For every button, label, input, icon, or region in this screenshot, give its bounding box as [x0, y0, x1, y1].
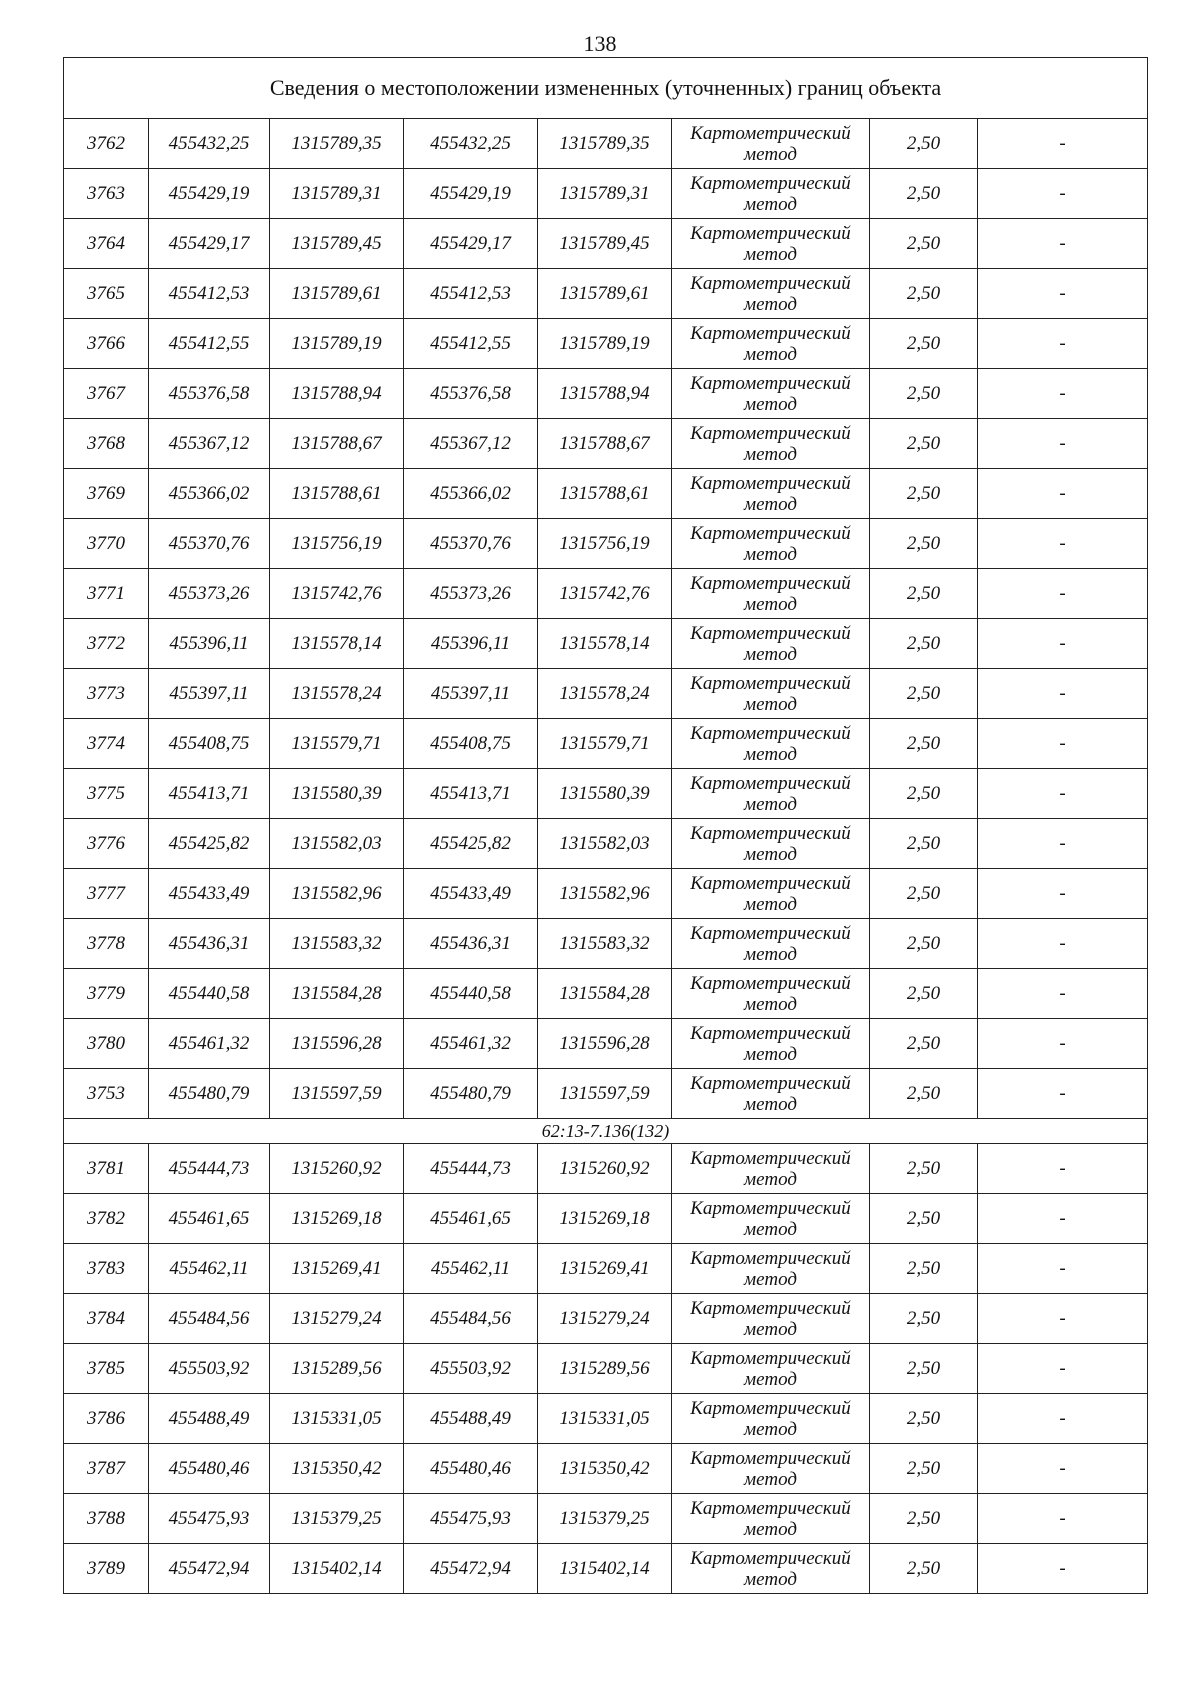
- y-existing-cell: 1315788,94: [270, 369, 404, 419]
- description-cell: -: [978, 1294, 1148, 1344]
- table-row: [64, 519, 1148, 569]
- x-existing-cell: 455367,12: [149, 419, 270, 469]
- y-refined-cell: 1315789,61: [538, 269, 672, 319]
- x-existing-cell: 455425,82: [149, 819, 270, 869]
- method-cell: Картометрический метод: [672, 619, 870, 669]
- y-existing-cell: 1315789,31: [270, 169, 404, 219]
- accuracy-cell: 2,50: [870, 919, 978, 969]
- y-existing-cell: 1315597,59: [270, 1069, 404, 1119]
- x-refined-cell: 455366,02: [404, 469, 538, 519]
- description-cell: -: [978, 319, 1148, 369]
- point-number-cell: 3785: [64, 1344, 149, 1394]
- table-row: [64, 769, 1148, 819]
- y-refined-cell: 1315582,96: [538, 869, 672, 919]
- y-refined-cell: 1315788,94: [538, 369, 672, 419]
- accuracy-cell: 2,50: [870, 269, 978, 319]
- x-existing-cell: 455408,75: [149, 719, 270, 769]
- x-refined-cell: 455444,73: [404, 1144, 538, 1194]
- table-row: [64, 919, 1148, 969]
- y-refined-cell: 1315788,61: [538, 469, 672, 519]
- y-existing-cell: 1315742,76: [270, 569, 404, 619]
- table-row: [64, 819, 1148, 869]
- point-number-cell: 3789: [64, 1544, 149, 1594]
- x-refined-cell: 455376,58: [404, 369, 538, 419]
- method-cell: Картометрический метод: [672, 119, 870, 169]
- point-number-cell: 3771: [64, 569, 149, 619]
- x-refined-cell: 455475,93: [404, 1494, 538, 1544]
- point-number-cell: 3781: [64, 1144, 149, 1194]
- y-refined-cell: 1315379,25: [538, 1494, 672, 1544]
- x-refined-cell: 455440,58: [404, 969, 538, 1019]
- accuracy-cell: 2,50: [870, 419, 978, 469]
- group-row: [64, 1119, 1148, 1144]
- description-cell: -: [978, 1544, 1148, 1594]
- table-row: [64, 1494, 1148, 1544]
- y-refined-cell: 1315742,76: [538, 569, 672, 619]
- accuracy-cell: 2,50: [870, 619, 978, 669]
- description-cell: -: [978, 869, 1148, 919]
- x-refined-cell: 455397,11: [404, 669, 538, 719]
- y-existing-cell: 1315379,25: [270, 1494, 404, 1544]
- point-number-cell: 3766: [64, 319, 149, 369]
- table-row: [64, 569, 1148, 619]
- y-refined-cell: 1315579,71: [538, 719, 672, 769]
- x-existing-cell: 455397,11: [149, 669, 270, 719]
- accuracy-cell: 2,50: [870, 219, 978, 269]
- x-refined-cell: 455367,12: [404, 419, 538, 469]
- description-cell: -: [978, 719, 1148, 769]
- point-number-cell: 3772: [64, 619, 149, 669]
- method-cell: Картометрический метод: [672, 319, 870, 369]
- method-cell: Картометрический метод: [672, 1294, 870, 1344]
- point-number-cell: 3775: [64, 769, 149, 819]
- method-cell: Картометрический метод: [672, 169, 870, 219]
- table-row: [64, 1294, 1148, 1344]
- point-number-cell: 3778: [64, 919, 149, 969]
- description-cell: -: [978, 1344, 1148, 1394]
- x-existing-cell: 455376,58: [149, 369, 270, 419]
- accuracy-cell: 2,50: [870, 119, 978, 169]
- point-number-cell: 3780: [64, 1019, 149, 1069]
- y-refined-cell: 1315789,19: [538, 319, 672, 369]
- method-cell: Картометрический метод: [672, 869, 870, 919]
- accuracy-cell: 2,50: [870, 469, 978, 519]
- table-row: [64, 319, 1148, 369]
- accuracy-cell: 2,50: [870, 1394, 978, 1444]
- table-row: [64, 669, 1148, 719]
- accuracy-cell: 2,50: [870, 669, 978, 719]
- x-existing-cell: 455436,31: [149, 919, 270, 969]
- x-existing-cell: 455484,56: [149, 1294, 270, 1344]
- x-refined-cell: 455408,75: [404, 719, 538, 769]
- accuracy-cell: 2,50: [870, 869, 978, 919]
- table-row: [64, 119, 1148, 169]
- method-cell: Картометрический метод: [672, 1144, 870, 1194]
- x-existing-cell: 455440,58: [149, 969, 270, 1019]
- method-cell: Картометрический метод: [672, 669, 870, 719]
- point-number-cell: 3776: [64, 819, 149, 869]
- description-cell: -: [978, 819, 1148, 869]
- x-existing-cell: 455432,25: [149, 119, 270, 169]
- x-refined-cell: 455480,79: [404, 1069, 538, 1119]
- accuracy-cell: 2,50: [870, 1069, 978, 1119]
- accuracy-cell: 2,50: [870, 319, 978, 369]
- x-refined-cell: 455461,65: [404, 1194, 538, 1244]
- description-cell: -: [978, 269, 1148, 319]
- y-refined-cell: 1315789,31: [538, 169, 672, 219]
- point-number-cell: 3786: [64, 1394, 149, 1444]
- y-refined-cell: 1315596,28: [538, 1019, 672, 1069]
- method-cell: Картометрический метод: [672, 219, 870, 269]
- y-existing-cell: 1315788,67: [270, 419, 404, 469]
- y-refined-cell: 1315578,14: [538, 619, 672, 669]
- y-existing-cell: 1315596,28: [270, 1019, 404, 1069]
- description-cell: -: [978, 469, 1148, 519]
- table-row: [64, 419, 1148, 469]
- point-number-cell: 3767: [64, 369, 149, 419]
- y-existing-cell: 1315578,14: [270, 619, 404, 669]
- method-cell: Картометрический метод: [672, 919, 870, 969]
- x-existing-cell: 455461,32: [149, 1019, 270, 1069]
- x-refined-cell: 455488,49: [404, 1394, 538, 1444]
- accuracy-cell: 2,50: [870, 519, 978, 569]
- description-cell: -: [978, 619, 1148, 669]
- y-existing-cell: 1315350,42: [270, 1444, 404, 1494]
- y-refined-cell: 1315789,35: [538, 119, 672, 169]
- point-number-cell: 3768: [64, 419, 149, 469]
- point-number-cell: 3753: [64, 1069, 149, 1119]
- x-refined-cell: 455373,26: [404, 569, 538, 619]
- x-existing-cell: 455370,76: [149, 519, 270, 569]
- table-row: [64, 619, 1148, 669]
- point-number-cell: 3784: [64, 1294, 149, 1344]
- x-refined-cell: 455413,71: [404, 769, 538, 819]
- y-refined-cell: 1315279,24: [538, 1294, 672, 1344]
- method-cell: Картометрический метод: [672, 569, 870, 619]
- accuracy-cell: 2,50: [870, 1019, 978, 1069]
- y-existing-cell: 1315789,19: [270, 319, 404, 369]
- table-row: [64, 1544, 1148, 1594]
- x-existing-cell: 455444,73: [149, 1144, 270, 1194]
- description-cell: -: [978, 219, 1148, 269]
- x-existing-cell: 455475,93: [149, 1494, 270, 1544]
- y-existing-cell: 1315584,28: [270, 969, 404, 1019]
- x-existing-cell: 455503,92: [149, 1344, 270, 1394]
- x-refined-cell: 455412,55: [404, 319, 538, 369]
- y-existing-cell: 1315578,24: [270, 669, 404, 719]
- y-refined-cell: 1315788,67: [538, 419, 672, 469]
- description-cell: -: [978, 1019, 1148, 1069]
- y-existing-cell: 1315582,96: [270, 869, 404, 919]
- point-number-cell: 3762: [64, 119, 149, 169]
- description-cell: -: [978, 1444, 1148, 1494]
- description-cell: -: [978, 1244, 1148, 1294]
- x-refined-cell: 455396,11: [404, 619, 538, 669]
- table-row: [64, 1344, 1148, 1394]
- x-refined-cell: 455429,19: [404, 169, 538, 219]
- description-cell: -: [978, 519, 1148, 569]
- accuracy-cell: 2,50: [870, 1144, 978, 1194]
- accuracy-cell: 2,50: [870, 1294, 978, 1344]
- description-cell: -: [978, 919, 1148, 969]
- y-refined-cell: 1315580,39: [538, 769, 672, 819]
- method-cell: Картометрический метод: [672, 969, 870, 1019]
- method-cell: Картометрический метод: [672, 1244, 870, 1294]
- point-number-cell: 3765: [64, 269, 149, 319]
- point-number-cell: 3764: [64, 219, 149, 269]
- y-refined-cell: 1315269,41: [538, 1244, 672, 1294]
- table-row: [64, 969, 1148, 1019]
- description-cell: -: [978, 119, 1148, 169]
- method-cell: Картометрический метод: [672, 819, 870, 869]
- x-existing-cell: 455373,26: [149, 569, 270, 619]
- point-number-cell: 3769: [64, 469, 149, 519]
- method-cell: Картометрический метод: [672, 1494, 870, 1544]
- accuracy-cell: 2,50: [870, 1494, 978, 1544]
- method-cell: Картометрический метод: [672, 1544, 870, 1594]
- table-row: [64, 869, 1148, 919]
- x-existing-cell: 455433,49: [149, 869, 270, 919]
- y-refined-cell: 1315289,56: [538, 1344, 672, 1394]
- x-refined-cell: 455436,31: [404, 919, 538, 969]
- y-existing-cell: 1315789,45: [270, 219, 404, 269]
- y-refined-cell: 1315584,28: [538, 969, 672, 1019]
- method-cell: Картометрический метод: [672, 269, 870, 319]
- point-number-cell: 3783: [64, 1244, 149, 1294]
- method-cell: Картометрический метод: [672, 769, 870, 819]
- accuracy-cell: 2,50: [870, 169, 978, 219]
- y-existing-cell: 1315269,18: [270, 1194, 404, 1244]
- method-cell: Картометрический метод: [672, 1069, 870, 1119]
- y-existing-cell: 1315331,05: [270, 1394, 404, 1444]
- accuracy-cell: 2,50: [870, 1244, 978, 1294]
- accuracy-cell: 2,50: [870, 1344, 978, 1394]
- method-cell: Картометрический метод: [672, 369, 870, 419]
- x-refined-cell: 455412,53: [404, 269, 538, 319]
- x-existing-cell: 455472,94: [149, 1544, 270, 1594]
- table-row: [64, 1194, 1148, 1244]
- description-cell: -: [978, 1394, 1148, 1444]
- y-existing-cell: 1315279,24: [270, 1294, 404, 1344]
- point-number-cell: 3774: [64, 719, 149, 769]
- y-existing-cell: 1315756,19: [270, 519, 404, 569]
- y-existing-cell: 1315289,56: [270, 1344, 404, 1394]
- x-existing-cell: 455488,49: [149, 1394, 270, 1444]
- accuracy-cell: 2,50: [870, 569, 978, 619]
- y-refined-cell: 1315578,24: [538, 669, 672, 719]
- table-row: [64, 269, 1148, 319]
- table-caption: Сведения о местоположении измененных (уточненных) границ объекта: [64, 58, 1148, 119]
- boundary-coordinates-table: [63, 57, 1148, 1594]
- table-row: [64, 169, 1148, 219]
- accuracy-cell: 2,50: [870, 819, 978, 869]
- accuracy-cell: 2,50: [870, 1544, 978, 1594]
- y-refined-cell: 1315582,03: [538, 819, 672, 869]
- accuracy-cell: 2,50: [870, 1444, 978, 1494]
- x-refined-cell: 455432,25: [404, 119, 538, 169]
- description-cell: -: [978, 1194, 1148, 1244]
- group-label: 62:13-7.136(132): [64, 1119, 1148, 1144]
- method-cell: Картометрический метод: [672, 1444, 870, 1494]
- description-cell: -: [978, 569, 1148, 619]
- x-existing-cell: 455480,79: [149, 1069, 270, 1119]
- table-row: [64, 1394, 1148, 1444]
- method-cell: Картометрический метод: [672, 419, 870, 469]
- description-cell: -: [978, 169, 1148, 219]
- table-row: [64, 1244, 1148, 1294]
- y-existing-cell: 1315579,71: [270, 719, 404, 769]
- table-row: [64, 1069, 1148, 1119]
- point-number-cell: 3787: [64, 1444, 149, 1494]
- caption-row: [64, 58, 1148, 119]
- description-cell: -: [978, 419, 1148, 469]
- description-cell: -: [978, 1144, 1148, 1194]
- y-refined-cell: 1315597,59: [538, 1069, 672, 1119]
- y-refined-cell: 1315756,19: [538, 519, 672, 569]
- table-row: [64, 1019, 1148, 1069]
- description-cell: -: [978, 369, 1148, 419]
- y-existing-cell: 1315269,41: [270, 1244, 404, 1294]
- x-refined-cell: 455472,94: [404, 1544, 538, 1594]
- x-refined-cell: 455370,76: [404, 519, 538, 569]
- y-existing-cell: 1315788,61: [270, 469, 404, 519]
- y-existing-cell: 1315402,14: [270, 1544, 404, 1594]
- x-existing-cell: 455412,53: [149, 269, 270, 319]
- y-refined-cell: 1315269,18: [538, 1194, 672, 1244]
- method-cell: Картометрический метод: [672, 469, 870, 519]
- method-cell: Картометрический метод: [672, 1394, 870, 1444]
- accuracy-cell: 2,50: [870, 1194, 978, 1244]
- point-number-cell: 3779: [64, 969, 149, 1019]
- method-cell: Картометрический метод: [672, 519, 870, 569]
- y-refined-cell: 1315402,14: [538, 1544, 672, 1594]
- accuracy-cell: 2,50: [870, 719, 978, 769]
- x-existing-cell: 455461,65: [149, 1194, 270, 1244]
- x-existing-cell: 455366,02: [149, 469, 270, 519]
- x-existing-cell: 455480,46: [149, 1444, 270, 1494]
- point-number-cell: 3770: [64, 519, 149, 569]
- x-refined-cell: 455429,17: [404, 219, 538, 269]
- x-refined-cell: 455480,46: [404, 1444, 538, 1494]
- page-number: 138: [583, 31, 617, 56]
- x-refined-cell: 455503,92: [404, 1344, 538, 1394]
- y-existing-cell: 1315260,92: [270, 1144, 404, 1194]
- accuracy-cell: 2,50: [870, 769, 978, 819]
- x-existing-cell: 455413,71: [149, 769, 270, 819]
- y-refined-cell: 1315260,92: [538, 1144, 672, 1194]
- x-refined-cell: 455425,82: [404, 819, 538, 869]
- table-row: [64, 719, 1148, 769]
- x-refined-cell: 455433,49: [404, 869, 538, 919]
- method-cell: Картометрический метод: [672, 1344, 870, 1394]
- x-existing-cell: 455429,19: [149, 169, 270, 219]
- accuracy-cell: 2,50: [870, 369, 978, 419]
- description-cell: -: [978, 769, 1148, 819]
- description-cell: -: [978, 1069, 1148, 1119]
- x-refined-cell: 455484,56: [404, 1294, 538, 1344]
- x-existing-cell: 455412,55: [149, 319, 270, 369]
- y-refined-cell: 1315350,42: [538, 1444, 672, 1494]
- point-number-cell: 3782: [64, 1194, 149, 1244]
- method-cell: Картометрический метод: [672, 719, 870, 769]
- y-existing-cell: 1315583,32: [270, 919, 404, 969]
- y-existing-cell: 1315789,35: [270, 119, 404, 169]
- description-cell: -: [978, 1494, 1148, 1544]
- point-number-cell: 3773: [64, 669, 149, 719]
- y-refined-cell: 1315331,05: [538, 1394, 672, 1444]
- method-cell: Картометрический метод: [672, 1194, 870, 1244]
- y-refined-cell: 1315583,32: [538, 919, 672, 969]
- y-refined-cell: 1315789,45: [538, 219, 672, 269]
- table-row: [64, 369, 1148, 419]
- description-cell: -: [978, 669, 1148, 719]
- accuracy-cell: 2,50: [870, 969, 978, 1019]
- y-existing-cell: 1315582,03: [270, 819, 404, 869]
- table-body: [64, 58, 1148, 1594]
- x-existing-cell: 455462,11: [149, 1244, 270, 1294]
- method-cell: Картометрический метод: [672, 1019, 870, 1069]
- x-existing-cell: 455429,17: [149, 219, 270, 269]
- point-number-cell: 3788: [64, 1494, 149, 1544]
- x-refined-cell: 455461,32: [404, 1019, 538, 1069]
- point-number-cell: 3763: [64, 169, 149, 219]
- table-row: [64, 1144, 1148, 1194]
- point-number-cell: 3777: [64, 869, 149, 919]
- table-row: [64, 219, 1148, 269]
- y-existing-cell: 1315789,61: [270, 269, 404, 319]
- table-row: [64, 469, 1148, 519]
- table-row: [64, 1444, 1148, 1494]
- x-existing-cell: 455396,11: [149, 619, 270, 669]
- y-existing-cell: 1315580,39: [270, 769, 404, 819]
- description-cell: -: [978, 969, 1148, 1019]
- x-refined-cell: 455462,11: [404, 1244, 538, 1294]
